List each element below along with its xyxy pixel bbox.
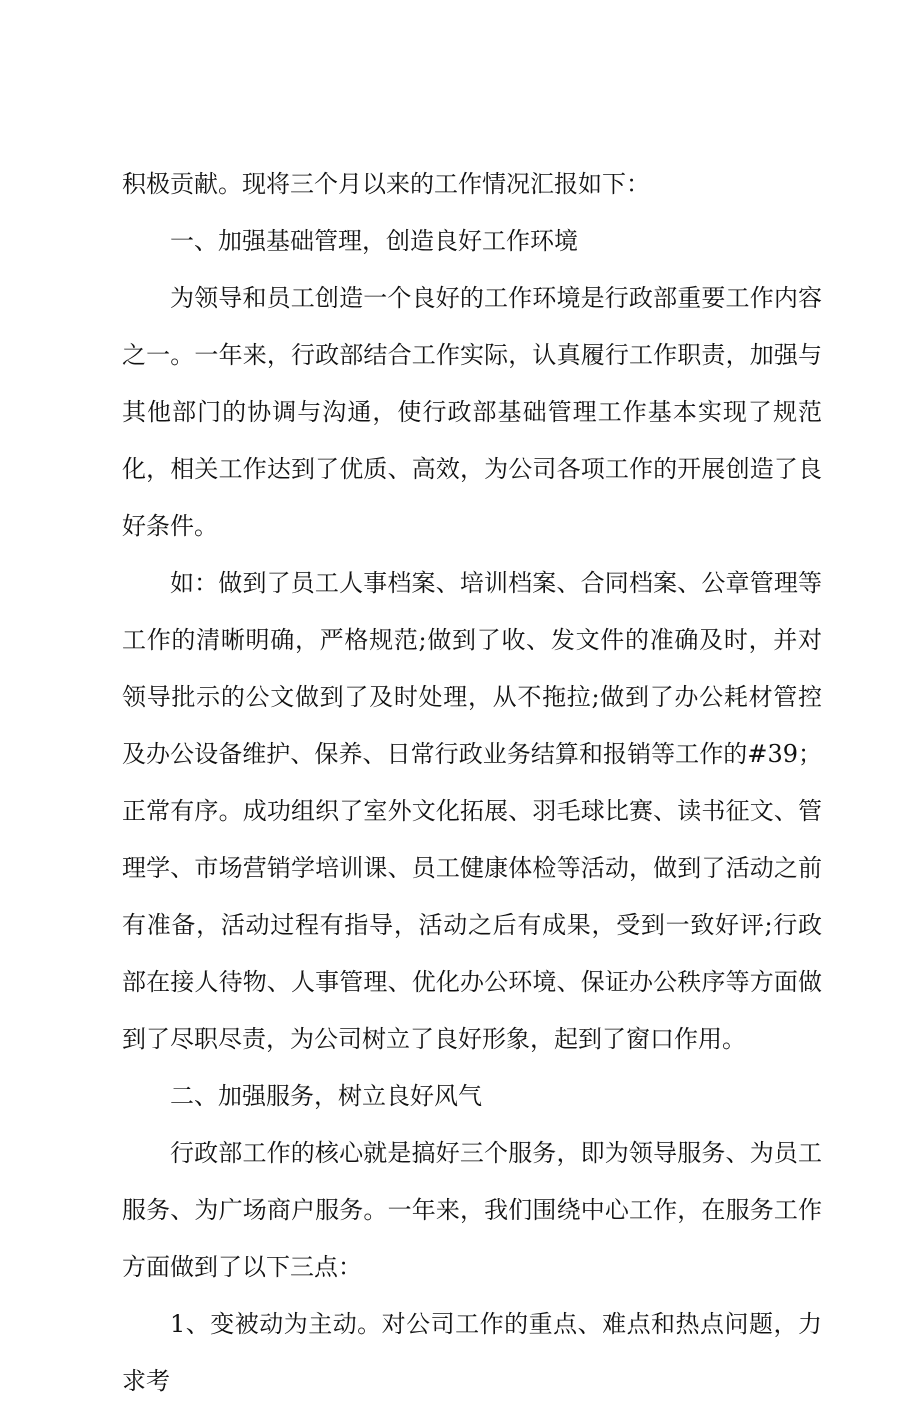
paragraph-examples: 如：做到了员工人事档案、培训档案、合同档案、公章管理等工作的清晰明确，严格规范;做到了收、发文件的准确及时，并对领导批示的公文做到了及时处理，从不拖拉;做到了办公耗材管控及办公设备维护、保养、日常行政业务结算和报销等工作的#39；正常有序。成功组织了室外文化拓展、羽毛球比赛、读书征文、管理学、市场营销学培训课、员工健康体检等活动，做到了活动之前有准备，活动过程有指导，活动之后有成果，受到一致好评;行政部在接人待物、人事管理、优化办公环境、保证办公秩序等方面做到了尽职尽责，为公司树立了良好形象，起到了窗口作用。 [122,569,822,1053]
paragraph-services: 行政部工作的核心就是搞好三个服务，即为领导服务、为员工服务、为广场商户服务。一年来，我们围绕中心工作，在服务工作方面做到了以下三点： [122,1139,822,1281]
section-heading-2: 二、加强服务，树立良好风气 [170,1082,482,1110]
document-body [122,156,822,1410]
paragraph-point-1: 1、变被动为主动。对公司工作的重点、难点和热点问题，力求考 [122,1310,822,1395]
paragraph-work-environment: 为领导和员工创造一个良好的工作环境是行政部重要工作内容之一。一年来，行政部结合工作实际，认真履行工作职责，加强与其他部门的协调与沟通，使行政部基础管理工作基本实现了规范化，相关工作达到了优质、高效，为公司各项工作的开展创造了良好条件。 [122,284,822,540]
section-heading-1: 一、加强基础管理，创造良好工作环境 [170,227,578,255]
paragraph-continuation: 积极贡献。现将三个月以来的工作情况汇报如下： [122,170,650,198]
